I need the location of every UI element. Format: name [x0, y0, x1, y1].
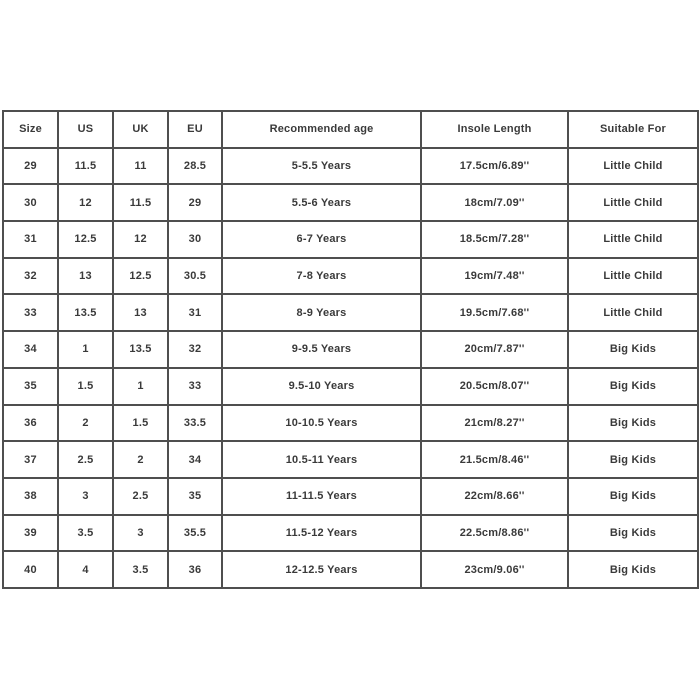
suitable-for-cell: Big Kids — [568, 515, 698, 552]
us-cell: 13 — [58, 258, 113, 295]
col-header-uk: UK — [113, 111, 168, 148]
recommended-age-cell: 12-12.5 Years — [222, 551, 421, 588]
eu-cell: 30.5 — [168, 258, 222, 295]
size-cell: 29 — [3, 148, 58, 185]
us-cell: 2.5 — [58, 441, 113, 478]
eu-cell: 28.5 — [168, 148, 222, 185]
suitable-for-cell: Big Kids — [568, 551, 698, 588]
recommended-age-cell: 8-9 Years — [222, 294, 421, 331]
size-cell: 34 — [3, 331, 58, 368]
eu-cell: 29 — [168, 184, 222, 221]
uk-cell: 13.5 — [113, 331, 168, 368]
recommended-age-cell: 5.5-6 Years — [222, 184, 421, 221]
size-cell: 30 — [3, 184, 58, 221]
table-row — [3, 441, 698, 478]
insole-length-cell: 18.5cm/7.28'' — [421, 221, 568, 258]
eu-cell: 36 — [168, 551, 222, 588]
insole-length-cell: 22.5cm/8.86'' — [421, 515, 568, 552]
uk-cell: 3 — [113, 515, 168, 552]
recommended-age-cell: 5-5.5 Years — [222, 148, 421, 185]
table-row — [3, 294, 698, 331]
table-row — [3, 221, 698, 258]
col-header-insole-length: Insole Length — [421, 111, 568, 148]
size-cell: 38 — [3, 478, 58, 515]
insole-length-cell: 17.5cm/6.89'' — [421, 148, 568, 185]
insole-length-cell: 19cm/7.48'' — [421, 258, 568, 295]
recommended-age-cell: 10-10.5 Years — [222, 405, 421, 442]
uk-cell: 3.5 — [113, 551, 168, 588]
eu-cell: 34 — [168, 441, 222, 478]
recommended-age-cell: 10.5-11 Years — [222, 441, 421, 478]
size-cell: 37 — [3, 441, 58, 478]
us-cell: 2 — [58, 405, 113, 442]
uk-cell: 11.5 — [113, 184, 168, 221]
suitable-for-cell: Little Child — [568, 258, 698, 295]
col-header-us: US — [58, 111, 113, 148]
eu-cell: 32 — [168, 331, 222, 368]
table-row — [3, 515, 698, 552]
suitable-for-cell: Little Child — [568, 294, 698, 331]
uk-cell: 11 — [113, 148, 168, 185]
suitable-for-cell: Big Kids — [568, 405, 698, 442]
recommended-age-cell: 11-11.5 Years — [222, 478, 421, 515]
table-row — [3, 258, 698, 295]
insole-length-cell: 22cm/8.66'' — [421, 478, 568, 515]
table-row — [3, 478, 698, 515]
size-cell: 31 — [3, 221, 58, 258]
size-cell: 40 — [3, 551, 58, 588]
size-cell: 33 — [3, 294, 58, 331]
size-cell: 35 — [3, 368, 58, 405]
suitable-for-cell: Little Child — [568, 221, 698, 258]
us-cell: 11.5 — [58, 148, 113, 185]
us-cell: 1.5 — [58, 368, 113, 405]
suitable-for-cell: Little Child — [568, 184, 698, 221]
recommended-age-cell: 11.5-12 Years — [222, 515, 421, 552]
recommended-age-cell: 7-8 Years — [222, 258, 421, 295]
recommended-age-cell: 9.5-10 Years — [222, 368, 421, 405]
size-cell: 32 — [3, 258, 58, 295]
table-row — [3, 148, 698, 185]
suitable-for-cell: Big Kids — [568, 478, 698, 515]
suitable-for-cell: Little Child — [568, 148, 698, 185]
header-row — [3, 111, 698, 148]
col-header-size: Size — [3, 111, 58, 148]
suitable-for-cell: Big Kids — [568, 368, 698, 405]
us-cell: 3 — [58, 478, 113, 515]
table-row — [3, 184, 698, 221]
size-cell: 36 — [3, 405, 58, 442]
us-cell: 3.5 — [58, 515, 113, 552]
eu-cell: 30 — [168, 221, 222, 258]
col-header-suitable-for: Suitable For — [568, 111, 698, 148]
eu-cell: 33 — [168, 368, 222, 405]
insole-length-cell: 21.5cm/8.46'' — [421, 441, 568, 478]
insole-length-cell: 21cm/8.27'' — [421, 405, 568, 442]
insole-length-cell: 18cm/7.09'' — [421, 184, 568, 221]
insole-length-cell: 19.5cm/7.68'' — [421, 294, 568, 331]
uk-cell: 13 — [113, 294, 168, 331]
table-row — [3, 331, 698, 368]
insole-length-cell: 23cm/9.06'' — [421, 551, 568, 588]
recommended-age-cell: 9-9.5 Years — [222, 331, 421, 368]
table-body — [3, 148, 698, 588]
us-cell: 1 — [58, 331, 113, 368]
us-cell: 12 — [58, 184, 113, 221]
uk-cell: 1.5 — [113, 405, 168, 442]
table-row — [3, 405, 698, 442]
uk-cell: 12 — [113, 221, 168, 258]
recommended-age-cell: 6-7 Years — [222, 221, 421, 258]
suitable-for-cell: Big Kids — [568, 331, 698, 368]
suitable-for-cell: Big Kids — [568, 441, 698, 478]
us-cell: 12.5 — [58, 221, 113, 258]
insole-length-cell: 20.5cm/8.07'' — [421, 368, 568, 405]
eu-cell: 31 — [168, 294, 222, 331]
uk-cell: 2.5 — [113, 478, 168, 515]
eu-cell: 35.5 — [168, 515, 222, 552]
uk-cell: 1 — [113, 368, 168, 405]
table-row — [3, 368, 698, 405]
insole-length-cell: 20cm/7.87'' — [421, 331, 568, 368]
eu-cell: 35 — [168, 478, 222, 515]
uk-cell: 12.5 — [113, 258, 168, 295]
uk-cell: 2 — [113, 441, 168, 478]
size-cell: 39 — [3, 515, 58, 552]
table-row — [3, 551, 698, 588]
us-cell: 13.5 — [58, 294, 113, 331]
size-chart-table — [2, 110, 699, 589]
col-header-eu: EU — [168, 111, 222, 148]
col-header-recommended-age: Recommended age — [222, 111, 421, 148]
eu-cell: 33.5 — [168, 405, 222, 442]
us-cell: 4 — [58, 551, 113, 588]
